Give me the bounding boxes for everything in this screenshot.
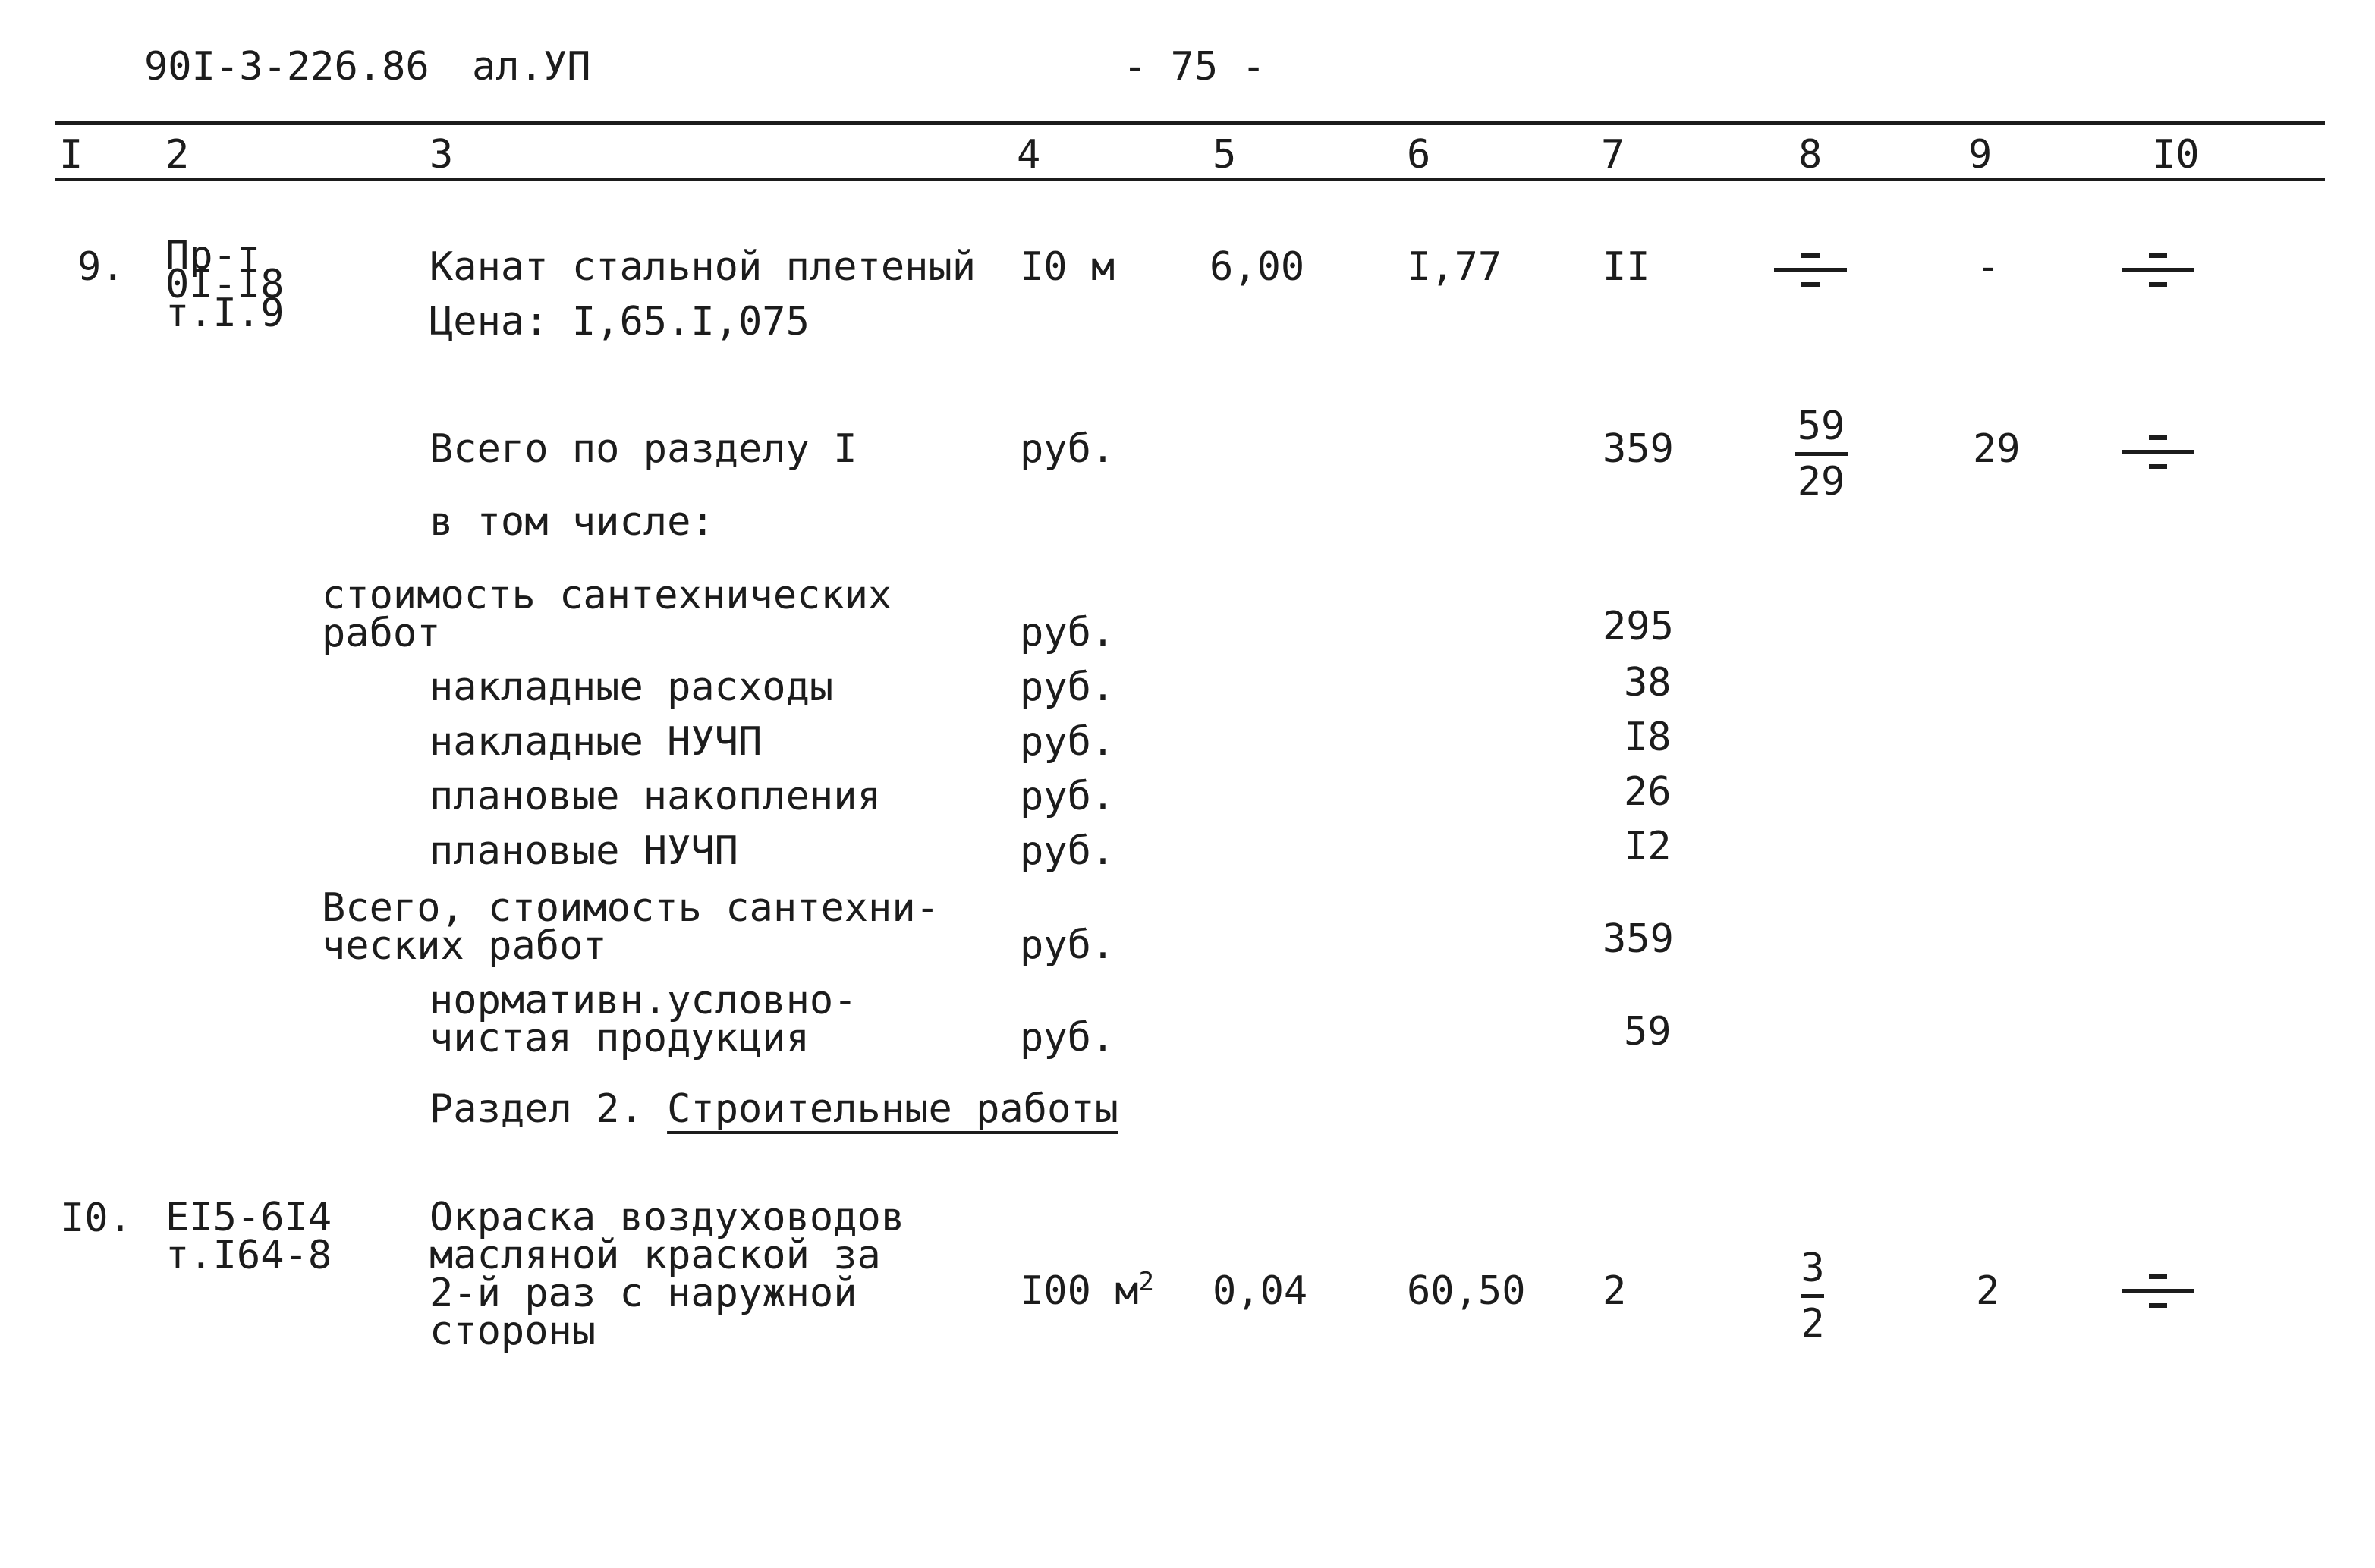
row10-number: I0. <box>61 1196 132 1241</box>
section2-title: Строительные работы <box>667 1086 1118 1132</box>
section1-fraction-top: 59 <box>1797 404 1845 449</box>
row10-unit <box>1020 1267 1155 1314</box>
breakdown-label-planned-savings: плановые накопления <box>429 774 881 819</box>
row9-unit-price: I,77 <box>1407 244 1502 290</box>
row10-code: EI5-6I4 т.I64-8 <box>165 1195 332 1278</box>
col-header-10: I0 <box>2152 132 2200 178</box>
row10-col10-divide-sign <box>2122 1268 2194 1314</box>
row10-name: Окраска воздуховодов масляной краской за 2-й раз с наружной стороны <box>429 1195 905 1354</box>
row9-total: II <box>1603 244 1650 290</box>
section1-total-unit: руб. <box>1020 426 1115 472</box>
breakdown-value-normative-output: 59 <box>1624 1009 1672 1054</box>
section2-heading <box>429 1086 1118 1132</box>
top-rule <box>55 121 2325 125</box>
breakdown-value-sanitary: 295 <box>1603 604 1674 649</box>
row10-quantity: 0,04 <box>1213 1268 1308 1314</box>
row10-fraction <box>1794 1246 1832 1346</box>
row9-quantity: 6,00 <box>1210 244 1305 290</box>
breakdown-value-overhead: 38 <box>1624 660 1672 705</box>
row10-unit-superscript: 2 <box>1138 1267 1155 1297</box>
row10-total: 2 <box>1603 1268 1627 1314</box>
col-header-5: 5 <box>1213 132 1237 178</box>
section1-total-fraction <box>1791 404 1851 504</box>
col-header-7: 7 <box>1601 132 1625 178</box>
row9-name: Канат стальной плетеный <box>429 244 977 290</box>
page-number: - 75 - <box>1123 44 1266 90</box>
breakdown-unit-overhead-nuchp: руб. <box>1020 719 1115 765</box>
row10-fraction-top: 3 <box>1801 1246 1825 1291</box>
breakdown-label-overhead-nuchp: накладные НУЧП <box>429 719 763 765</box>
breakdown-value-total-sanitary: 359 <box>1603 916 1674 962</box>
breakdown-value-planned-savings: 26 <box>1624 769 1672 815</box>
section1-fraction-bottom: 29 <box>1797 459 1845 504</box>
breakdown-label-total-sanitary: Всего, стоимость сантехни- ческих работ <box>322 885 939 969</box>
col-header-1: I <box>59 132 83 178</box>
breakdown-value-planned-nuchp: I2 <box>1624 824 1672 869</box>
breakdown-unit-normative-output: руб. <box>1020 1015 1115 1061</box>
section1-total-value: 359 <box>1603 426 1674 472</box>
row9-code: Пр-т 0I-I8 т.I.9 <box>165 233 285 336</box>
sheet-label: ал.УП <box>472 44 591 90</box>
header-bottom-rule <box>55 178 2325 181</box>
col-header-6: 6 <box>1407 132 1431 178</box>
row9-col10-divide-sign <box>2122 247 2194 293</box>
row9-number: 9. <box>77 244 125 290</box>
col-header-8: 8 <box>1798 132 1823 178</box>
row9-unit: I0 м <box>1020 244 1115 290</box>
col-header-2: 2 <box>165 132 190 178</box>
section1-col10-divide-sign <box>2122 429 2194 475</box>
breakdown-label-sanitary: стоимость сантехнических работ <box>322 573 892 656</box>
row10-col9: 2 <box>1976 1268 2000 1314</box>
breakdown-unit-sanitary: руб. <box>1020 610 1115 655</box>
breakdown-unit-planned-savings: руб. <box>1020 774 1115 819</box>
row9-price-note: Цена: I,65.I,075 <box>429 299 810 344</box>
breakdown-unit-overhead: руб. <box>1020 665 1115 710</box>
section1-total-label: Всего по разделу I <box>429 426 857 472</box>
breakdown-label-planned-nuchp: плановые НУЧП <box>429 828 738 874</box>
document-code: 90I-3-226.86 <box>144 44 429 90</box>
breakdown-label-normative-output: нормативн.условно- чистая продукция <box>429 978 857 1061</box>
row9-col8-divide-sign <box>1774 247 1847 293</box>
breakdown-unit-planned-nuchp: руб. <box>1020 828 1115 874</box>
including-label: в том числе: <box>429 499 715 545</box>
row10-fraction-bottom: 2 <box>1801 1301 1825 1346</box>
breakdown-unit-total-sanitary: руб. <box>1020 922 1115 968</box>
col-header-3: 3 <box>429 132 454 178</box>
col-header-9: 9 <box>1968 132 1993 178</box>
breakdown-label-overhead: накладные расходы <box>429 665 834 710</box>
breakdown-value-overhead-nuchp: I8 <box>1624 715 1672 760</box>
row10-unit-text: I00 м <box>1020 1268 1139 1314</box>
row10-unit-price: 60,50 <box>1407 1268 1526 1314</box>
section2-prefix: Раздел 2. <box>429 1086 668 1132</box>
row9-col9-value: - <box>1976 244 2000 290</box>
section1-total-col9: 29 <box>1973 426 2021 472</box>
col-header-4: 4 <box>1017 132 1041 178</box>
